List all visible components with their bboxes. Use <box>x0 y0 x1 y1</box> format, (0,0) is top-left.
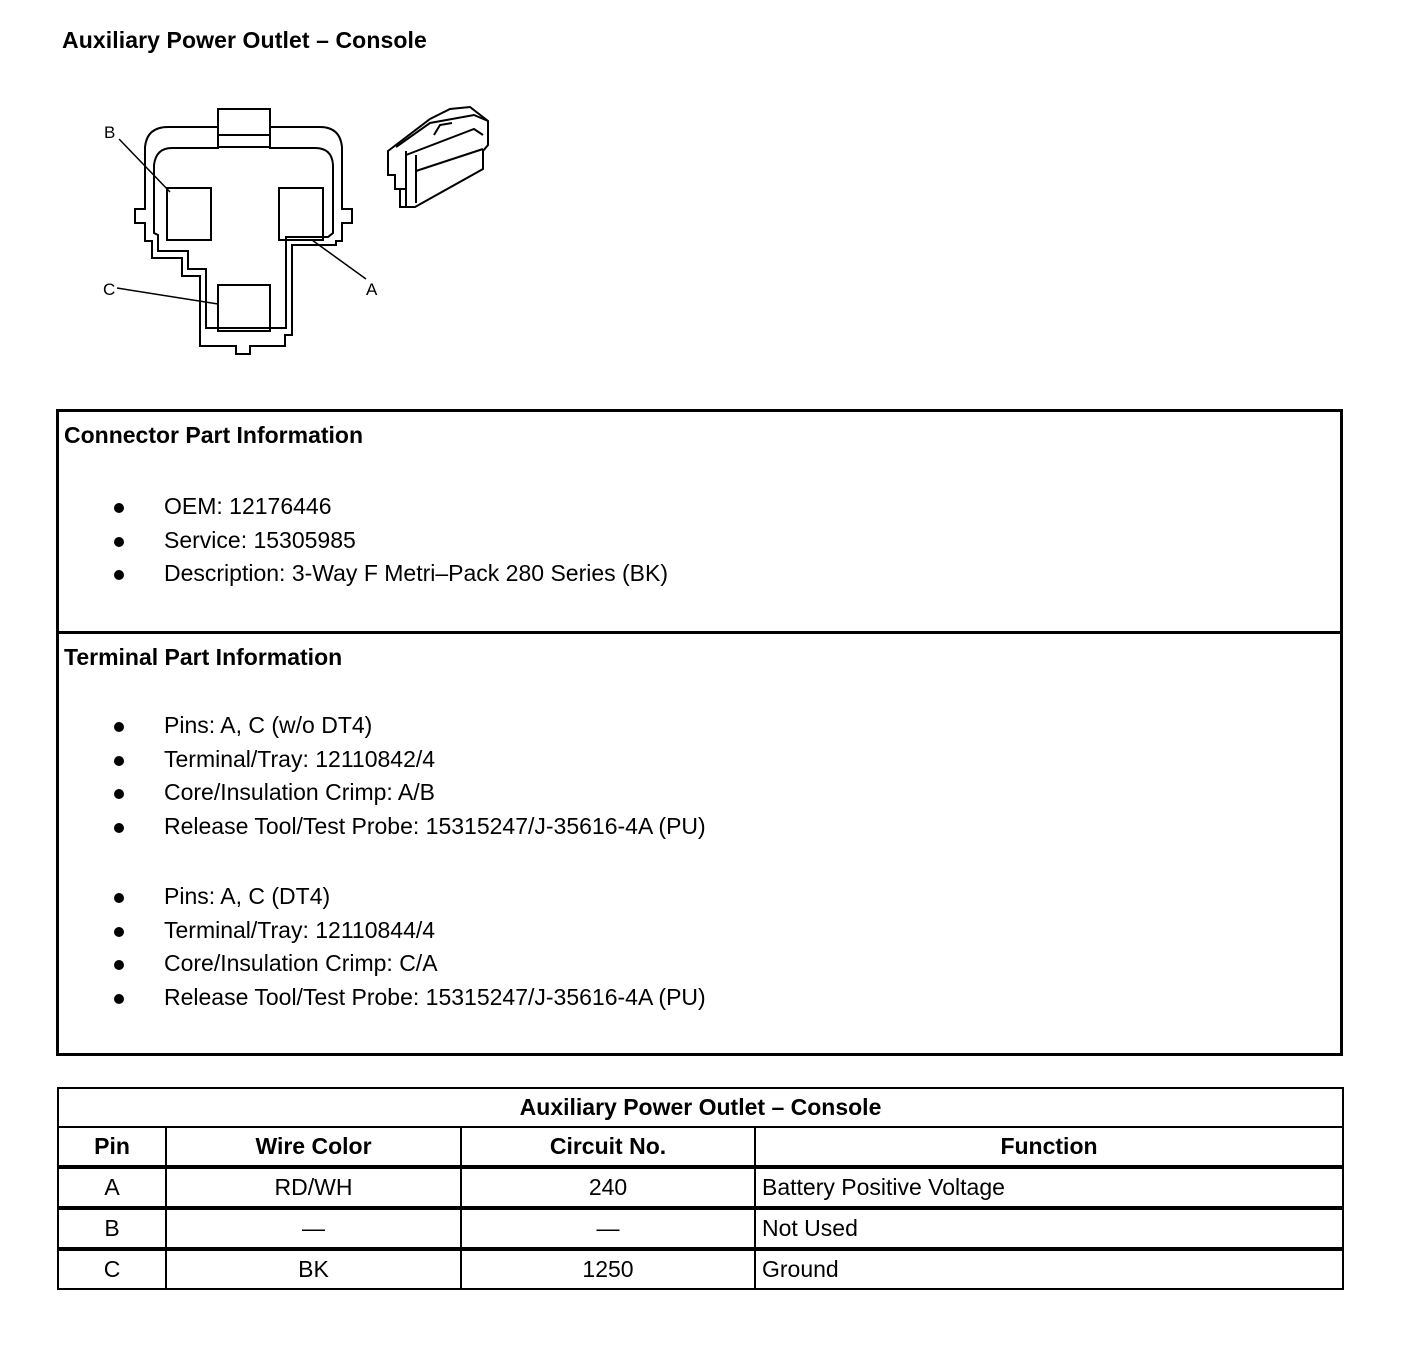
bullet-icon <box>114 789 124 799</box>
terminal-part-heading: Terminal Part Information <box>64 644 343 670</box>
cell-pin: A <box>58 1167 166 1208</box>
bullet-icon <box>114 756 124 766</box>
bullet-icon <box>114 570 124 580</box>
list-item: Terminal/Tray: 12110842/4 <box>59 743 1340 777</box>
connector-latch <box>218 109 270 147</box>
part-information-box <box>56 409 1343 1056</box>
list-item: Core/Insulation Crimp: A/B <box>59 776 1340 810</box>
connector-perspective-icon <box>388 107 488 207</box>
list-item: Core/Insulation Crimp: C/A <box>59 947 1340 981</box>
table-caption: Auxiliary Power Outlet – Console <box>58 1088 1343 1127</box>
connector-part-section <box>59 412 1340 634</box>
cavity-b <box>167 188 211 240</box>
connector-part-heading: Connector Part Information <box>64 422 364 448</box>
bullet-icon <box>114 927 124 937</box>
table-caption-row <box>58 1088 1343 1127</box>
bullet-icon <box>114 537 124 547</box>
leader-a <box>312 240 366 279</box>
page-title: Auxiliary Power Outlet – Console <box>62 27 427 53</box>
list-item: Service: 15305985 <box>59 524 1340 558</box>
label-c: C <box>103 280 116 299</box>
terminal-part-list-1 <box>59 709 1340 843</box>
cell-function: Not Used <box>755 1208 1343 1249</box>
header-pin: Pin <box>58 1127 166 1167</box>
connector-part-list <box>59 490 1340 591</box>
list-item: Release Tool/Test Probe: 15315247/J-35616-4A (PU) <box>59 810 1340 844</box>
terminal-part-section <box>59 634 1340 1053</box>
header-wire-color: Wire Color <box>166 1127 461 1167</box>
leader-c <box>117 288 218 304</box>
bullet-icon <box>114 823 124 833</box>
list-item: Pins: A, C (DT4) <box>59 880 1340 914</box>
cell-circuit: — <box>461 1208 755 1249</box>
cell-wire-color: — <box>166 1208 461 1249</box>
pin-table <box>57 1087 1344 1290</box>
terminal-part-list-2 <box>59 880 1340 1014</box>
cell-circuit: 240 <box>461 1167 755 1208</box>
bullet-icon <box>114 503 124 513</box>
bullet-icon <box>114 722 124 732</box>
cell-circuit: 1250 <box>461 1249 755 1289</box>
label-b: B <box>104 123 116 142</box>
cell-wire-color: RD/WH <box>166 1167 461 1208</box>
cell-function: Battery Positive Voltage <box>755 1167 1343 1208</box>
list-item: Description: 3-Way F Metri–Pack 280 Series (BK) <box>59 557 1340 591</box>
connector-inner-wall <box>154 135 333 328</box>
bullet-icon <box>114 994 124 1004</box>
table-header-row <box>58 1127 1343 1167</box>
table-row <box>58 1208 1343 1249</box>
bullet-icon <box>114 893 124 903</box>
cavity-a <box>279 188 323 240</box>
cell-pin: C <box>58 1249 166 1289</box>
header-function: Function <box>755 1127 1343 1167</box>
list-item: Release Tool/Test Probe: 15315247/J-35616-4A (PU) <box>59 981 1340 1015</box>
cell-pin: B <box>58 1208 166 1249</box>
header-circuit: Circuit No. <box>461 1127 755 1167</box>
list-item: OEM: 12176446 <box>59 490 1340 524</box>
table-row <box>58 1249 1343 1289</box>
label-a: A <box>366 280 378 299</box>
table-row <box>58 1167 1343 1208</box>
bullet-icon <box>114 960 124 970</box>
cell-wire-color: BK <box>166 1249 461 1289</box>
cavity-c <box>218 285 270 331</box>
list-item: Pins: A, C (w/o DT4) <box>59 709 1340 743</box>
list-item: Terminal/Tray: 12110844/4 <box>59 914 1340 948</box>
connector-diagram <box>90 95 510 370</box>
cell-function: Ground <box>755 1249 1343 1289</box>
